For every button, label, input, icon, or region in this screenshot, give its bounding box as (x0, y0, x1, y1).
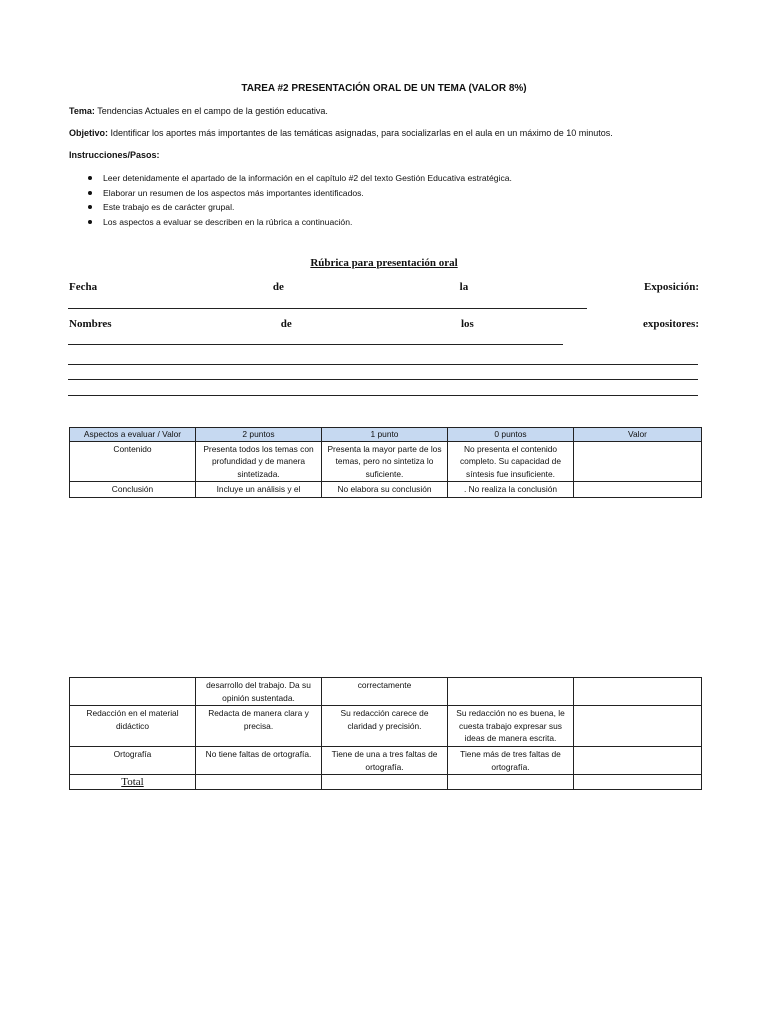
table-cell: Incluye un análisis y el (196, 482, 322, 498)
rubric-table-part1 (69, 427, 702, 498)
fecha-blank-line[interactable] (68, 308, 587, 309)
objetivo-value: Identificar los aportes más importantes de las temáticas asignadas, para socializarlas en el aula en un máximo de 10 minutos. (110, 128, 613, 138)
table-cell (448, 775, 574, 790)
table-cell: correctamente (322, 678, 448, 706)
table-cell: Redacción en el material didáctico (70, 706, 196, 747)
table-cell: Presenta la mayor parte de los temas, pero no sintetiza lo suficiente. (322, 441, 448, 482)
nombres-blank-line[interactable] (68, 395, 698, 396)
rubric-title: Rúbrica para presentación oral (310, 257, 458, 269)
header-cell: 0 puntos (448, 428, 574, 442)
bullet-icon (88, 205, 92, 209)
total-label: Total (70, 775, 196, 790)
document-title: TAREA #2 PRESENTACIÓN ORAL DE UN TEMA (VALOR 8%) (241, 83, 527, 94)
list-item: Leer detenidamente el apartado de la información en el capítulo #2 del texto Gestión Educativa estratégica. (69, 171, 512, 186)
table-cell (322, 775, 448, 790)
objetivo-line (69, 128, 613, 138)
header-cell: Valor (574, 428, 702, 442)
rubric-table-part2 (69, 677, 702, 790)
list-item: Este trabajo es de carácter grupal. (69, 200, 512, 215)
table-row (70, 706, 702, 747)
table-cell (448, 678, 574, 706)
table-cell: Redacta de manera clara y precisa. (196, 706, 322, 747)
header-cell: 1 punto (322, 428, 448, 442)
table-cell (70, 678, 196, 706)
value-cell[interactable] (574, 482, 702, 498)
tema-label: Tema: (69, 106, 95, 116)
table-row (70, 441, 702, 482)
bullet-icon (88, 220, 92, 224)
nombres-blank-line[interactable] (68, 364, 698, 365)
table-cell: Conclusión (70, 482, 196, 498)
table-row (70, 482, 702, 498)
table-cell: Tiene de una a tres faltas de ortografía. (322, 746, 448, 774)
nombres-expositores-field: Nombres de los expositores: (69, 318, 699, 330)
fecha-exposicion-field: Fecha de la Exposición: (69, 281, 699, 293)
table-cell: No tiene faltas de ortografía. (196, 746, 322, 774)
table-cell: Contenido (70, 441, 196, 482)
table-row (70, 746, 702, 774)
instrucciones-label: Instrucciones/Pasos: (69, 150, 160, 160)
total-row (70, 775, 702, 790)
tema-line (69, 106, 328, 116)
table-cell: Tiene más de tres faltas de ortografía. (448, 746, 574, 774)
list-item: Los aspectos a evaluar se describen en la rúbrica a continuación. (69, 215, 512, 230)
tema-value: Tendencias Actuales en el campo de la gestión educativa. (97, 106, 328, 116)
header-cell: Aspectos a evaluar / Valor (70, 428, 196, 442)
value-cell[interactable] (574, 706, 702, 747)
table-cell: Ortografía (70, 746, 196, 774)
table-cell: No presenta el contenido completo. Su capacidad de síntesis fue insuficiente. (448, 441, 574, 482)
table-cell (196, 775, 322, 790)
table-cell: . No realiza la conclusión (448, 482, 574, 498)
bullet-icon (88, 191, 92, 195)
rubric-header-row (70, 428, 702, 442)
table-cell: desarrollo del trabajo. Da su opinión sustentada. (196, 678, 322, 706)
value-cell[interactable] (574, 746, 702, 774)
table-cell: No elabora su conclusión (322, 482, 448, 498)
table-cell: Su redacción no es buena, le cuesta trabajo expresar sus ideas de manera escrita. (448, 706, 574, 747)
value-cell[interactable] (574, 441, 702, 482)
table-cell: Presenta todos los temas con profundidad y de manera sintetizada. (196, 441, 322, 482)
table-cell: Su redacción carece de claridad y precisión. (322, 706, 448, 747)
header-cell: 2 puntos (196, 428, 322, 442)
instrucciones-line (69, 150, 160, 160)
instructions-list (69, 171, 512, 229)
value-cell[interactable] (574, 678, 702, 706)
table-row (70, 678, 702, 706)
nombres-blank-line[interactable] (68, 344, 563, 345)
bullet-icon (88, 176, 92, 180)
total-value-cell[interactable] (574, 775, 702, 790)
list-item: Elaborar un resumen de los aspectos más importantes identificados. (69, 186, 512, 201)
nombres-blank-line[interactable] (68, 379, 698, 380)
objetivo-label: Objetivo: (69, 128, 109, 138)
